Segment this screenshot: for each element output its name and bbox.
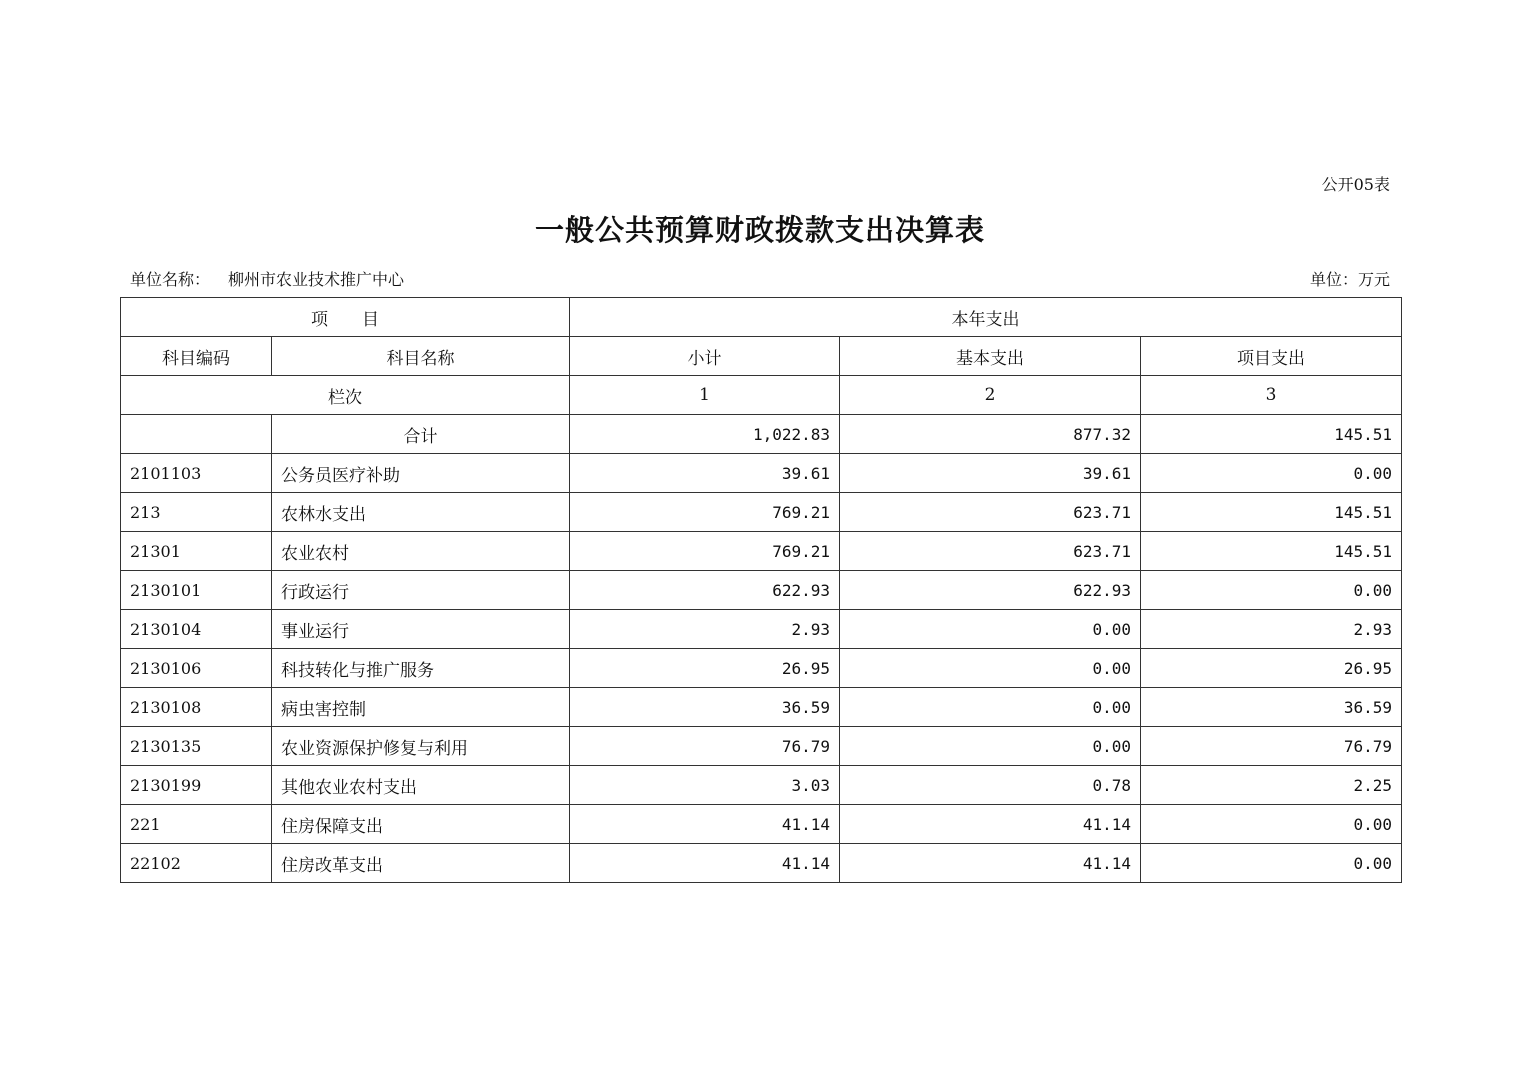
row-code: 22102 — [121, 844, 272, 883]
header-current-year: 本年支出 — [570, 298, 1402, 337]
row-subtotal: 41.14 — [570, 805, 840, 844]
row-project: 145.51 — [1141, 532, 1402, 571]
row-code: 2130135 — [121, 727, 272, 766]
table-row — [121, 454, 1402, 493]
row-subtotal: 769.21 — [570, 493, 840, 532]
row-name: 住房改革支出 — [272, 844, 570, 883]
row-project: 145.51 — [1141, 493, 1402, 532]
table-row — [121, 805, 1402, 844]
total-row — [121, 415, 1402, 454]
unit-name-label: 单位名称： — [130, 270, 211, 289]
row-subtotal: 3.03 — [570, 766, 840, 805]
row-code: 221 — [121, 805, 272, 844]
row-name: 事业运行 — [272, 610, 570, 649]
row-subtotal: 622.93 — [570, 571, 840, 610]
row-basic: 0.78 — [840, 766, 1141, 805]
row-project: 2.93 — [1141, 610, 1402, 649]
row-name: 公务员医疗补助 — [272, 454, 570, 493]
expenditure-table — [120, 297, 1402, 883]
table-row — [121, 610, 1402, 649]
row-code: 2101103 — [121, 454, 272, 493]
row-subtotal: 36.59 — [570, 688, 840, 727]
row-code: 2130108 — [121, 688, 272, 727]
row-project: 26.95 — [1141, 649, 1402, 688]
header-row-1 — [121, 298, 1402, 337]
column-order-label: 栏次 — [121, 376, 570, 415]
row-basic: 0.00 — [840, 727, 1141, 766]
column-order-3: 3 — [1141, 376, 1402, 415]
row-subtotal: 41.14 — [570, 844, 840, 883]
header-row-2 — [121, 337, 1402, 376]
form-number: 公开05表 — [1321, 175, 1390, 194]
header-project: 项目支出 — [1141, 337, 1402, 376]
row-name: 住房保障支出 — [272, 805, 570, 844]
row-subtotal: 26.95 — [570, 649, 840, 688]
row-basic: 41.14 — [840, 844, 1141, 883]
row-name: 农林水支出 — [272, 493, 570, 532]
row-basic: 0.00 — [840, 610, 1141, 649]
column-order-1: 1 — [570, 376, 840, 415]
table-row — [121, 532, 1402, 571]
row-name: 农业资源保护修复与利用 — [272, 727, 570, 766]
row-code: 2130101 — [121, 571, 272, 610]
row-project: 36.59 — [1141, 688, 1402, 727]
row-name: 农业农村 — [272, 532, 570, 571]
total-basic: 877.32 — [840, 415, 1141, 454]
row-basic: 41.14 — [840, 805, 1141, 844]
table-row — [121, 571, 1402, 610]
row-basic: 0.00 — [840, 649, 1141, 688]
row-project: 0.00 — [1141, 805, 1402, 844]
header-code: 科目编码 — [121, 337, 272, 376]
row-name: 科技转化与推广服务 — [272, 649, 570, 688]
unit-name-line — [130, 267, 404, 290]
row-subtotal: 39.61 — [570, 454, 840, 493]
unit-name-value: 柳州市农业技术推广中心 — [228, 270, 405, 289]
column-order-row — [121, 376, 1402, 415]
total-label: 合计 — [272, 415, 570, 454]
row-project: 0.00 — [1141, 454, 1402, 493]
table-row — [121, 844, 1402, 883]
currency-unit: 单位：万元 — [1309, 270, 1390, 289]
row-subtotal: 769.21 — [570, 532, 840, 571]
row-basic: 0.00 — [840, 688, 1141, 727]
row-project: 0.00 — [1141, 844, 1402, 883]
row-project: 76.79 — [1141, 727, 1402, 766]
row-basic: 622.93 — [840, 571, 1141, 610]
row-basic: 623.71 — [840, 532, 1141, 571]
row-subtotal: 2.93 — [570, 610, 840, 649]
table-row — [121, 493, 1402, 532]
header-subtotal: 小计 — [570, 337, 840, 376]
row-code: 2130199 — [121, 766, 272, 805]
row-basic: 623.71 — [840, 493, 1141, 532]
row-subtotal: 76.79 — [570, 727, 840, 766]
column-order-2: 2 — [840, 376, 1141, 415]
header-name: 科目名称 — [272, 337, 570, 376]
table-row — [121, 649, 1402, 688]
row-code: 2130104 — [121, 610, 272, 649]
page-title: 一般公共预算财政拨款支出决算表 — [534, 213, 985, 247]
row-code: 213 — [121, 493, 272, 532]
total-project: 145.51 — [1141, 415, 1402, 454]
header-item: 项 目 — [121, 298, 570, 337]
row-code: 2130106 — [121, 649, 272, 688]
table-row — [121, 727, 1402, 766]
row-code: 21301 — [121, 532, 272, 571]
row-name: 其他农业农村支出 — [272, 766, 570, 805]
table-row — [121, 766, 1402, 805]
table-row — [121, 688, 1402, 727]
row-project: 2.25 — [1141, 766, 1402, 805]
row-project: 0.00 — [1141, 571, 1402, 610]
row-basic: 39.61 — [840, 454, 1141, 493]
total-subtotal: 1,022.83 — [570, 415, 840, 454]
row-name: 行政运行 — [272, 571, 570, 610]
total-code — [121, 415, 272, 454]
header-basic: 基本支出 — [840, 337, 1141, 376]
row-name: 病虫害控制 — [272, 688, 570, 727]
